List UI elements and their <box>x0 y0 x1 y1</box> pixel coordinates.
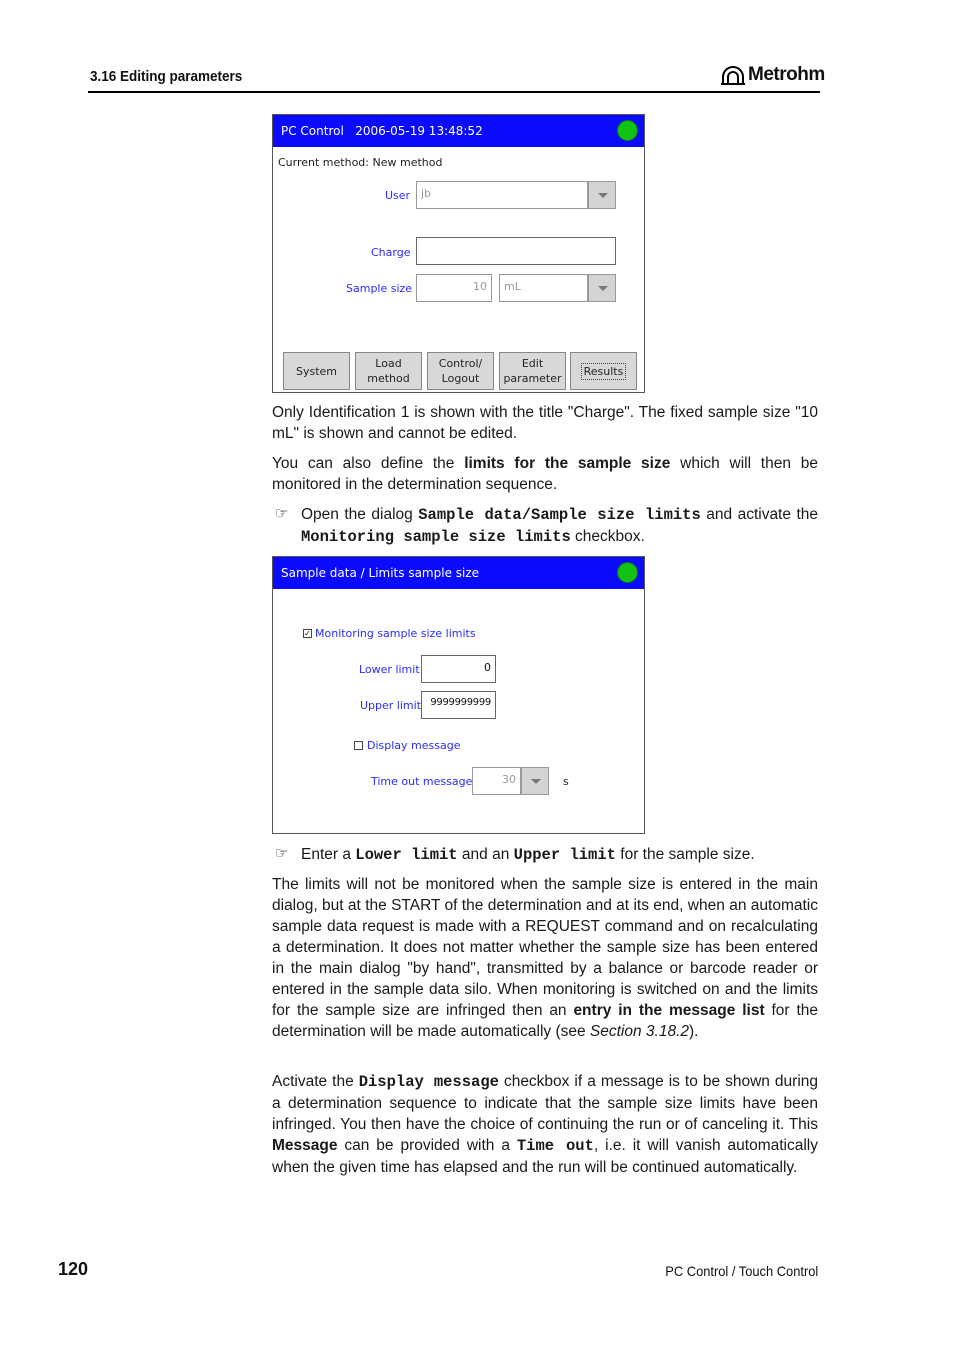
text: and activate the <box>700 506 818 523</box>
text: and an <box>457 846 514 863</box>
sample-limits-window <box>272 556 645 834</box>
paragraph-4 <box>272 1071 818 1178</box>
window-title-bar <box>273 115 644 147</box>
user-dropdown-icon[interactable] <box>588 181 616 209</box>
current-method: Current method: New method <box>278 156 443 169</box>
header-rule <box>88 91 820 93</box>
text: Enter a <box>301 846 356 863</box>
checkbox-name: Monitoring sample size limits <box>301 528 571 546</box>
charge-label: Charge <box>371 246 411 259</box>
section-title: 3.16 Editing parameters <box>90 68 243 85</box>
text: Activate the <box>272 1073 359 1090</box>
pointing-hand-icon: ☞ <box>275 845 289 862</box>
checkbox-name: Display message <box>358 1073 499 1091</box>
results-button[interactable] <box>570 352 637 390</box>
unit-field[interactable]: mL <box>499 274 588 302</box>
text: You can also define the <box>272 455 465 472</box>
dialog-name: Sample data <box>418 506 522 524</box>
status-led-icon <box>617 562 638 583</box>
text: for the determination will be made automatically (see <box>272 1002 818 1040</box>
step-1 <box>301 504 818 548</box>
paragraph-3 <box>272 874 818 1042</box>
text: for the sample size. <box>615 846 755 863</box>
text: , i.e. it will vanish automatically when the given time has elapsed and the run will be continued automatically. <box>272 1137 818 1176</box>
timeout-dropdown-icon[interactable] <box>521 767 549 795</box>
timeout-label: Time out message <box>371 775 473 788</box>
control-logout-button[interactable]: Control/ Logout <box>427 352 494 390</box>
lower-limit-label: Lower limit <box>359 663 420 676</box>
text: can be provided with a <box>337 1137 517 1154</box>
text: checkbox. <box>570 528 645 545</box>
text: The limits will not be monitored when the sample size is entered in the main dialog, but at the START of the determination and at its end, when an automatic sample data request is made with a REQUEST command and on recalculating a determination. It does not matter whether the sample size has been entered in the main dialog "by hand", transmitted by a balance or barcode reader or entered in the sample data silo. When monitoring is switched on and the limits for the sample size are infringed then an <box>272 876 818 1019</box>
footer-product: PC Control / Touch Control <box>665 1263 818 1279</box>
paragraph-2 <box>272 453 818 495</box>
text: Open the dialog <box>301 506 419 523</box>
monitoring-checkbox[interactable]: ✓ <box>304 629 311 638</box>
metrohm-logo <box>720 64 825 86</box>
upper-limit-label: Upper limit <box>360 699 421 712</box>
monitoring-label: Monitoring sample size limits <box>315 627 476 640</box>
text: ). <box>689 1023 699 1040</box>
brand-name: Metrohm <box>748 64 825 85</box>
timeout-unit: s <box>563 775 569 788</box>
section-reference: Section 3.18.2 <box>589 1023 690 1040</box>
dialog-name: Sample size limits <box>531 506 701 524</box>
window-title-bar <box>273 557 644 589</box>
sample-size-field: 10 <box>416 274 492 302</box>
results-button-label: Results <box>581 363 627 380</box>
lower-limit-input[interactable]: 0 <box>421 655 496 683</box>
system-button[interactable]: System <box>283 352 350 390</box>
edit-parameter-button[interactable]: Edit parameter <box>499 352 566 390</box>
text: checkbox if a message is to be shown during a determination sequence to indicate that the sample size limits have been infringed. You then have the choice of continuing the run or of canceling it. This <box>272 1073 818 1133</box>
charge-input[interactable] <box>416 237 616 265</box>
sample-size-label: Sample size <box>346 282 413 295</box>
pointing-hand-icon: ☞ <box>275 505 289 522</box>
field-name: Time out <box>516 1137 594 1155</box>
status-led-icon <box>617 120 638 141</box>
window-title: PC Control 2006-05-19 13:48:52 <box>281 124 483 138</box>
emphasis: limits for the sample size <box>464 455 671 472</box>
user-field[interactable]: jb <box>416 181 588 209</box>
page-number: 120 <box>58 1259 89 1279</box>
upper-limit-input[interactable]: 9999999999 <box>421 691 496 719</box>
display-message-label: Display message <box>367 739 461 752</box>
display-message-checkbox[interactable] <box>354 741 363 750</box>
timeout-field[interactable]: 30 <box>472 767 521 795</box>
field-name: Upper limit <box>513 846 616 864</box>
emphasis: Message <box>272 1137 338 1154</box>
field-name: Lower limit <box>355 846 458 864</box>
metrohm-logo-icon <box>720 64 746 86</box>
load-method-button[interactable]: Load method <box>355 352 422 390</box>
text: which will then be monitored in the determination sequence. <box>272 455 818 493</box>
pc-control-window <box>272 114 645 393</box>
paragraph-1: Only Identification 1 is shown with the title "Charge". The fixed sample size "10 mL" is shown and cannot be edited. <box>272 404 818 442</box>
step-2 <box>301 844 818 866</box>
emphasis: entry in the message list <box>573 1002 765 1019</box>
user-label: User <box>385 189 411 202</box>
unit-dropdown-icon[interactable] <box>588 274 616 302</box>
window-title: Sample data / Limits sample size <box>281 566 480 580</box>
dialog-separator: / <box>521 506 532 524</box>
